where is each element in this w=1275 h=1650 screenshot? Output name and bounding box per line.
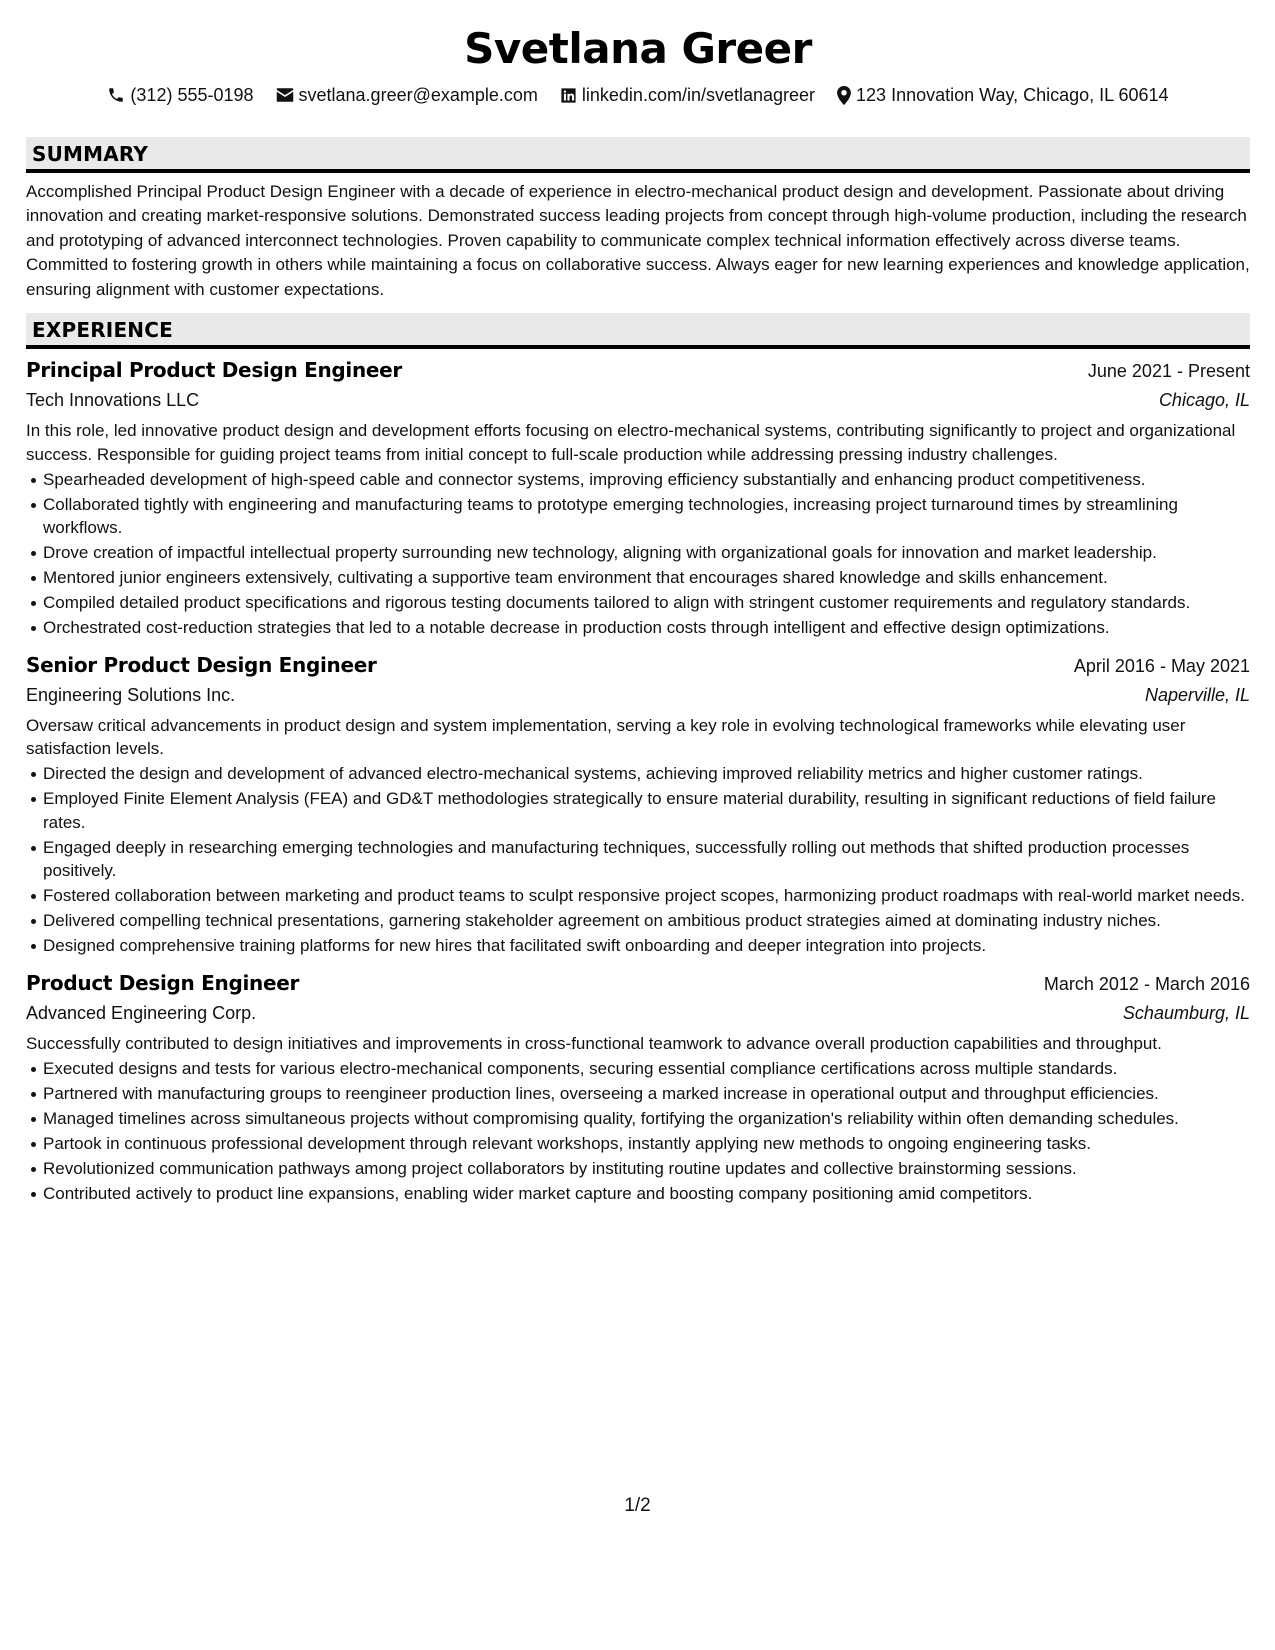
contact-email[interactable]: [276, 83, 538, 107]
summary-heading: SUMMARY: [26, 137, 1250, 173]
resume-page: [26, 0, 1250, 1205]
bullet-item: Employed Finite Element Analysis (FEA) and GD&T methodologies strategically to ensure material durability, resulting in significant reductions of field failure rates.: [43, 787, 1250, 834]
job-entry: [26, 968, 1250, 1206]
linkedin-icon: [560, 87, 577, 104]
bullet-item: Engaged deeply in researching emerging technologies and manufacturing techniques, successfully rolling out methods that shifted production processes positively.: [43, 836, 1250, 883]
candidate-name: Svetlana Greer: [464, 24, 812, 73]
phone-icon: [107, 86, 125, 104]
bullet-item: Collaborated tightly with engineering and manufacturing teams to prototype emerging technologies, increasing project turnaround times by streamlining workflows.: [43, 493, 1250, 540]
job-description: Oversaw critical advancements in product design and system implementation, serving a key role in evolving technological frameworks while elevating user satisfaction levels.: [26, 715, 1186, 759]
job-title: Senior Product Design Engineer: [26, 652, 377, 677]
job-bullets: [26, 762, 1250, 958]
bullet-item: Partnered with manufacturing groups to reengineer production lines, overseeing a marked increase in operational output and throughput efficiencies.: [43, 1082, 1250, 1106]
job-company-row: [26, 681, 1250, 709]
job-title: Product Design Engineer: [26, 970, 300, 995]
job-bullets: [26, 1057, 1250, 1206]
page-number: 1/2: [624, 1495, 651, 1516]
bullet-item: Compiled detailed product specifications and rigorous testing documents tailored to align with stringent customer requirements and regulatory standards.: [43, 591, 1250, 615]
contact-phone: [107, 83, 253, 107]
job-location: Schaumburg, IL: [1122, 1002, 1250, 1023]
linkedin-link[interactable]: linkedin.com/in/svetlanagreer: [581, 85, 816, 105]
bullet-item: Managed timelines across simultaneous projects without compromising quality, fortifying the organization's reliability within often demanding schedules.: [43, 1107, 1250, 1131]
envelope-icon: [276, 87, 294, 103]
address-text: 123 Innovation Way, Chicago, IL 60614: [856, 85, 1169, 105]
job-dates: June 2021 - Present: [1087, 361, 1250, 382]
job-company: Advanced Engineering Corp.: [26, 1002, 257, 1023]
bullet-item: Contributed actively to product line expansions, enabling wider market capture and boosting company positioning amid competitors.: [43, 1182, 1250, 1206]
job-company-row: [26, 386, 1250, 414]
job-header-row: [26, 650, 1250, 681]
job-entry: [26, 650, 1250, 958]
job-company: Tech Innovations LLC: [26, 390, 200, 411]
bullet-item: Drove creation of impactful intellectual property surrounding new technology, aligning with organizational goals for innovation and market leadership.: [43, 541, 1250, 565]
bullet-item: Delivered compelling technical presentations, garnering stakeholder agreement on ambitious product strategies aimed at dominating industry niches.: [43, 909, 1250, 933]
bullet-item: Revolutionized communication pathways among project collaborators by instituting routine updates and collective brainstorming sessions.: [43, 1157, 1250, 1181]
job-title: Principal Product Design Engineer: [26, 358, 402, 383]
bullet-item: Fostered collaboration between marketing and product teams to sculpt responsive project scopes, harmonizing product roadmaps with real-world market needs.: [43, 884, 1250, 908]
experience-list: [26, 355, 1250, 1205]
job-company: Engineering Solutions Inc.: [26, 684, 236, 705]
job-bullets: [26, 468, 1250, 640]
job-entry: [26, 355, 1250, 640]
contact-address: [837, 83, 1169, 107]
job-header-row: [26, 968, 1250, 999]
experience-heading: EXPERIENCE: [26, 313, 1250, 349]
email-link[interactable]: svetlana.greer@example.com: [298, 85, 538, 105]
job-location: Chicago, IL: [1158, 390, 1250, 411]
phone-text: (312) 555-0198: [130, 85, 254, 105]
job-location: Naperville, IL: [1144, 684, 1250, 705]
job-description: In this role, led innovative product design and development efforts focusing on electro-mechanical systems, contributing significantly to project and organizational success. Responsible for guiding project teams from initial concept to full-scale production while addressing pressing industry challenges.: [26, 421, 1236, 464]
job-company-row: [26, 999, 1250, 1027]
bullet-item: Orchestrated cost-reduction strategies that led to a notable decrease in production costs through intelligent and effective design optimizations.: [43, 616, 1250, 640]
bullet-item: Partook in continuous professional development through relevant workshops, instantly applying new methods to ongoing engineering tasks.: [43, 1132, 1250, 1156]
contact-linkedin[interactable]: [560, 83, 815, 107]
job-dates: March 2012 - March 2016: [1043, 973, 1250, 994]
bullet-item: Designed comprehensive training platforms for new hires that facilitated swift onboarding and deeper integration into projects.: [43, 934, 1250, 958]
job-header-row: [26, 355, 1250, 386]
job-description: Successfully contributed to design initiatives and improvements in cross-functional teamwork to advance overall production capabilities and throughput.: [26, 1033, 1162, 1053]
map-pin-icon: [837, 86, 851, 105]
job-dates: April 2016 - May 2021: [1073, 655, 1250, 676]
contact-bar: [26, 83, 1250, 107]
bullet-item: Spearheaded development of high-speed cable and connector systems, improving efficiency substantially and enhancing product competitiveness.: [43, 468, 1250, 492]
bullet-item: Directed the design and development of advanced electro-mechanical systems, achieving improved reliability metrics and higher customer ratings.: [43, 762, 1250, 786]
bullet-item: Executed designs and tests for various electro-mechanical components, securing essential compliance certifications across multiple standards.: [43, 1057, 1250, 1081]
summary-text: Accomplished Principal Product Design Engineer with a decade of experience in electro-mechanical product design and development. Passionate about driving innovation and creating market-responsive solutions. Demonstrated success leading projects from concept through high-volume production, including the research and prototyping of advanced interconnect technologies. Proven capability to communicate complex technical information effectively across diverse teams. Committed to fostering growth in others while maintaining a focus on collaborative success. Always eager for new learning experiences and knowledge application, ensuring alignment with customer expectations.: [26, 182, 1250, 299]
bullet-item: Mentored junior engineers extensively, cultivating a supportive team environment that encourages shared knowledge and skills enhancement.: [43, 566, 1250, 590]
